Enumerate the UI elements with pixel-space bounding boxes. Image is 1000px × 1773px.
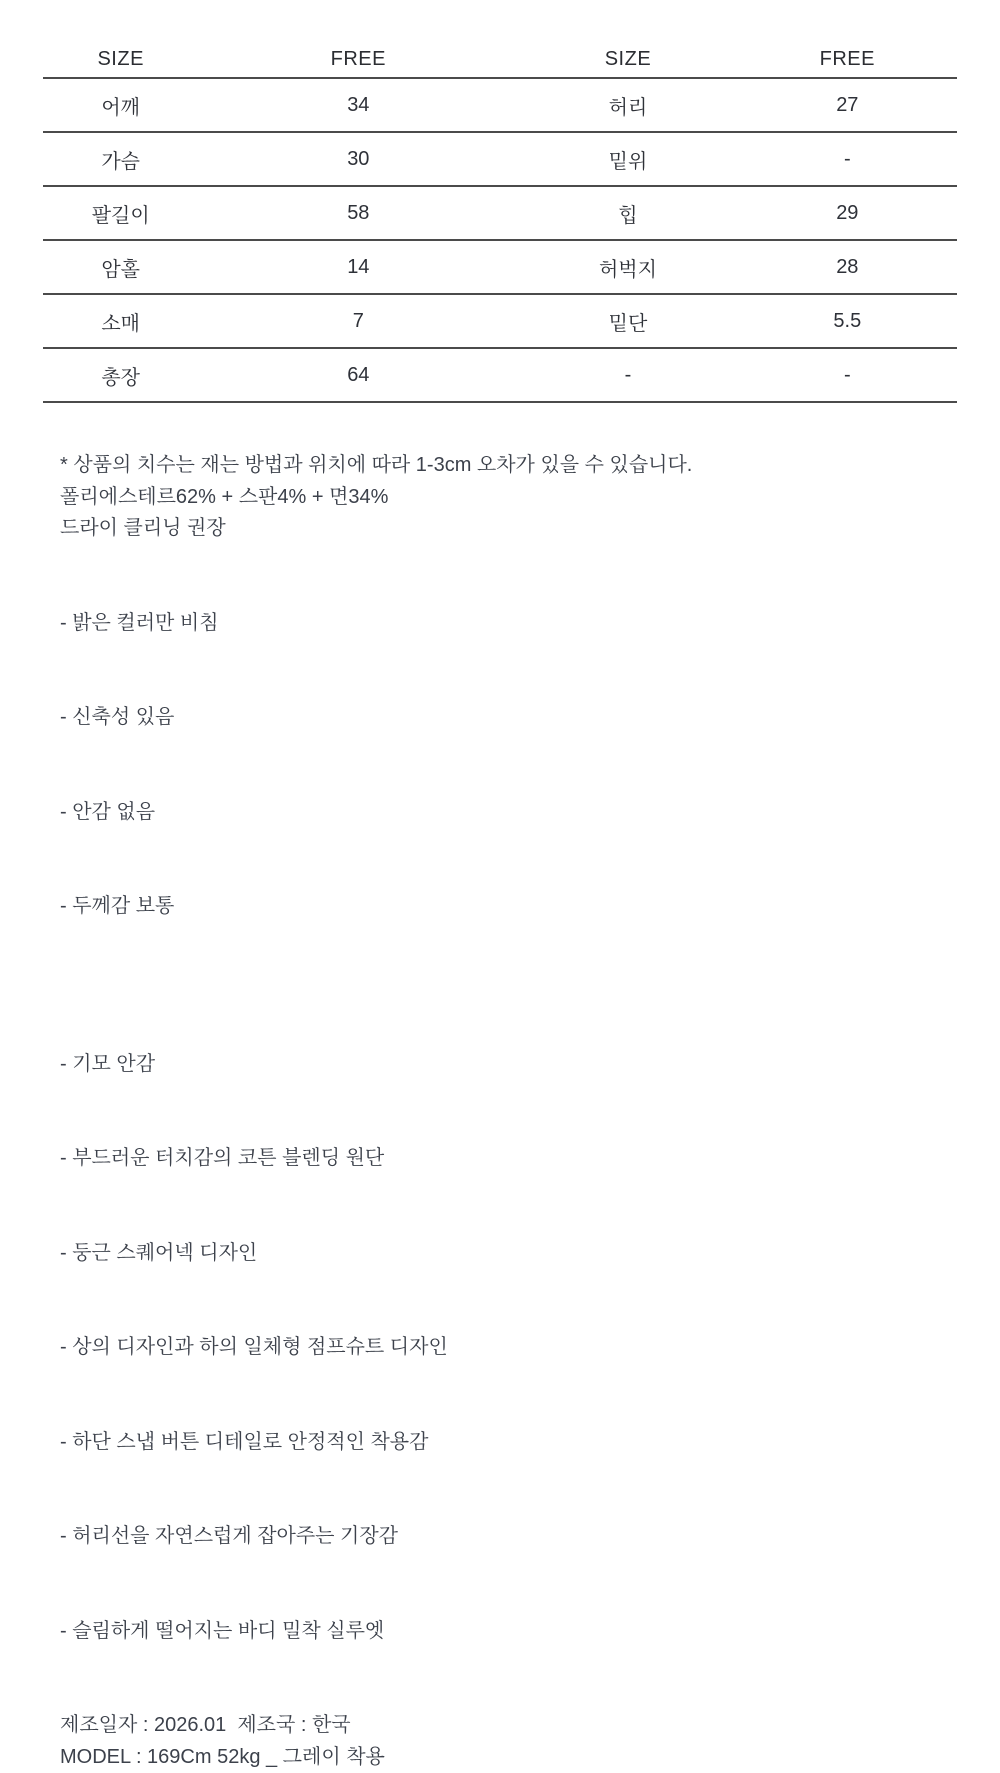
list-item: - 슬림하게 떨어지는 바디 밀착 실루엣: [60, 1616, 960, 1648]
list-item: - 상의 디자인과 하의 일체형 점프슈트 디자인: [60, 1332, 960, 1364]
measure-label: 총장: [43, 348, 198, 402]
size-header-right: SIZE: [518, 42, 737, 78]
measure-label: 밑단: [518, 294, 737, 348]
table-row: [43, 240, 957, 294]
list-item: - 안감 없음: [60, 797, 960, 829]
fabric-properties-list: [60, 545, 960, 986]
size-tolerance-notice: * 상품의 치수는 재는 방법과 위치에 따라 1-3cm 오차가 있을 수 있습니다.: [60, 450, 960, 482]
care-instruction: 드라이 클리닝 권장: [60, 517, 226, 539]
measure-label: 소매: [43, 294, 198, 348]
table-row: [43, 78, 957, 132]
list-item: - 기모 안감: [60, 1049, 960, 1081]
free-header-right: FREE: [738, 42, 957, 78]
fabric-info: [60, 482, 960, 545]
manufacture-info: 제조일자 : 2026.01 제조국 : 한국: [60, 1710, 960, 1742]
fabric-composition: 폴리에스테르62% + 스판4% + 면34%: [60, 486, 388, 508]
free-header-left: FREE: [198, 42, 518, 78]
measure-value: -: [738, 132, 957, 186]
measure-value: 28: [738, 240, 957, 294]
measure-label: 어깨: [43, 78, 198, 132]
measure-value: 34: [198, 78, 518, 132]
model-info: MODEL : 169Cm 52kg _ 그레이 착용: [60, 1742, 960, 1773]
measure-value: 30: [198, 132, 518, 186]
list-item: - 신축성 있음: [60, 702, 960, 734]
measure-label: 팔길이: [43, 186, 198, 240]
measure-label: 힙: [518, 186, 737, 240]
design-features-list: [60, 986, 960, 1711]
list-item: - 밝은 컬러만 비침: [60, 608, 960, 640]
table-row: [43, 294, 957, 348]
list-item: - 허리선을 자연스럽게 잡아주는 기장감: [60, 1521, 960, 1553]
size-table-header-row: [43, 42, 957, 78]
list-item: - 둥근 스퀘어넥 디자인: [60, 1238, 960, 1270]
measure-label: 허리: [518, 78, 737, 132]
table-row: [43, 132, 957, 186]
measure-value: 29: [738, 186, 957, 240]
list-item: - 하단 스냅 버튼 디테일로 안정적인 착용감: [60, 1427, 960, 1459]
measure-value: 7: [198, 294, 518, 348]
measure-value: 14: [198, 240, 518, 294]
measure-value: -: [738, 348, 957, 402]
measure-label: -: [518, 348, 737, 402]
measure-value: 64: [198, 348, 518, 402]
table-row: [43, 186, 957, 240]
size-spec-table: [43, 42, 957, 403]
table-row: [43, 348, 957, 402]
measure-label: 허벅지: [518, 240, 737, 294]
measure-value: 58: [198, 186, 518, 240]
product-info-section: [60, 450, 960, 1773]
measure-value: 27: [738, 78, 957, 132]
list-item: - 부드러운 터치감의 코튼 블렌딩 원단: [60, 1143, 960, 1175]
measure-label: 가슴: [43, 132, 198, 186]
list-item: - 두께감 보통: [60, 891, 960, 923]
measure-label: 암홀: [43, 240, 198, 294]
measure-label: 밑위: [518, 132, 737, 186]
measure-value: 5.5: [738, 294, 957, 348]
size-header-left: SIZE: [43, 42, 198, 78]
